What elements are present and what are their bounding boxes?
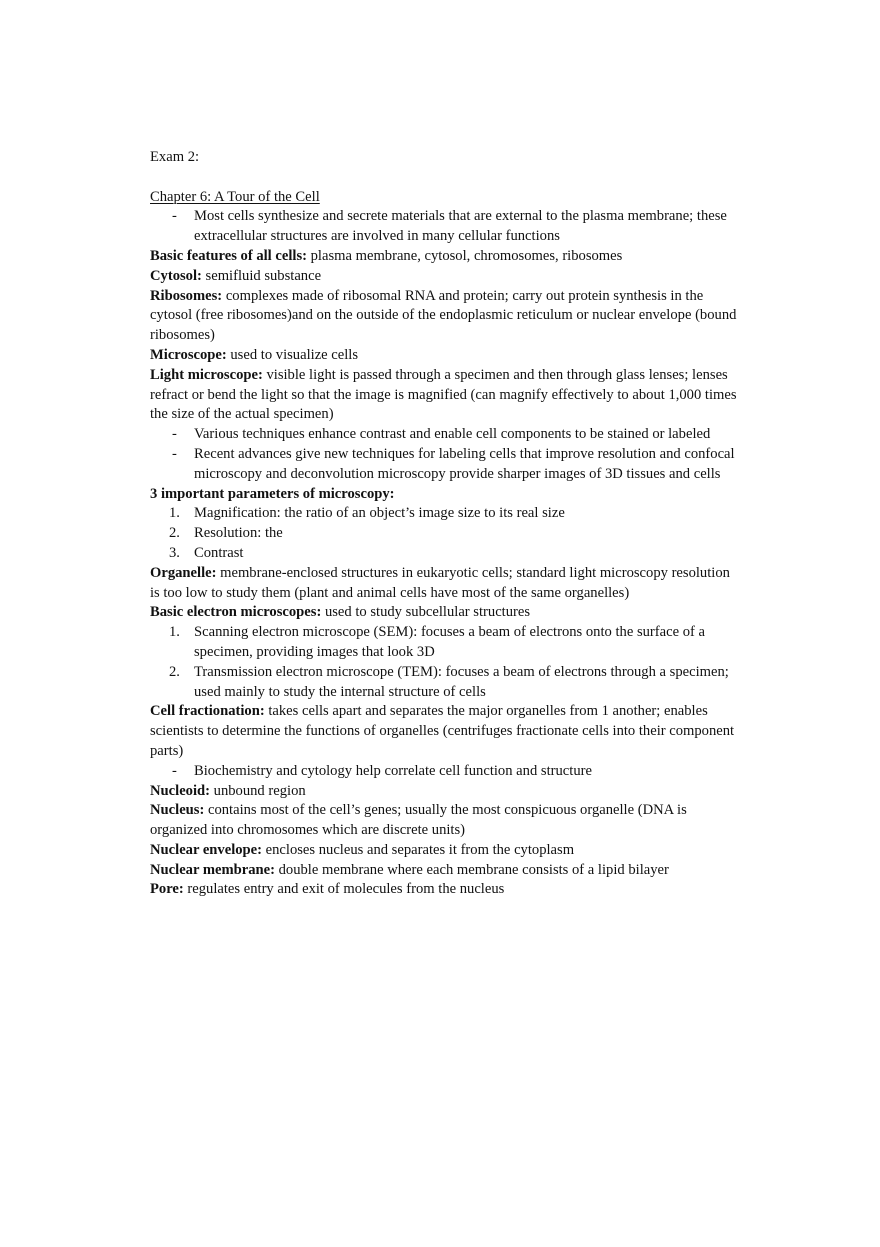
number-marker: 1. xyxy=(169,505,180,522)
dash-marker: - xyxy=(172,426,177,443)
parameters-numbered-list xyxy=(150,504,740,563)
definition-microscope xyxy=(150,346,740,366)
term-label: Organelle: xyxy=(150,564,217,581)
term-label: Nucleus: xyxy=(150,802,205,819)
definition-text: plasma membrane, cytosol, chromosomes, ribosomes xyxy=(306,247,623,264)
definition-text: used to study subcellular structures xyxy=(321,604,531,621)
definition-text: regulates entry and exit of molecules from the nucleus xyxy=(183,881,505,898)
definition-text: unbound region xyxy=(210,782,306,799)
term-label: Pore: xyxy=(150,881,184,898)
term-label: Basic features of all cells: xyxy=(150,247,307,264)
definition-electron-microscopes xyxy=(150,603,740,623)
definition-nuclear-envelope xyxy=(150,841,740,861)
number-marker: 2. xyxy=(169,663,180,680)
definition-nucleoid xyxy=(150,782,740,802)
term-label: Nuclear envelope: xyxy=(150,841,262,858)
list-item: - Various techniques enhance contrast and enable cell components to be stained or labeled xyxy=(150,425,740,445)
electron-microscopes-numbered-list xyxy=(150,623,740,702)
definition-text: encloses nucleus and separates it from the cytoplasm xyxy=(262,841,575,858)
term-label: Cell fractionation: xyxy=(150,703,265,720)
term-label: Light microscope: xyxy=(150,366,263,383)
list-item: 2. Resolution: the xyxy=(150,524,740,544)
definition-text: contains most of the cell’s genes; usually the most conspicuous organelle (DNA is organized into chromosomes which are discrete units) xyxy=(150,802,687,839)
fractionation-bullet-list xyxy=(150,762,740,782)
parameters-heading: 3 important parameters of microscopy: xyxy=(150,485,395,502)
definition-text: membrane-enclosed structures in eukaryotic cells; standard light microscopy resolution is too low to study them (plant and animal cells have most of the same organelles) xyxy=(150,564,730,601)
notes-page xyxy=(150,148,740,900)
list-item: 2. Transmission electron microscope (TEM): focuses a beam of electrons through a specimen; used mainly to study the internal structure of cells xyxy=(169,663,729,700)
page-title: Exam 2: xyxy=(150,149,200,165)
dash-marker: - xyxy=(172,208,177,225)
definition-cell-fractionation xyxy=(150,702,740,761)
list-item: 3. Contrast xyxy=(150,544,740,564)
definition-basic-features xyxy=(150,247,740,267)
dash-marker: - xyxy=(172,445,177,462)
list-item: 1. Magnification: the ratio of an object’s image size to its real size xyxy=(150,504,740,524)
term-label: Nuclear membrane: xyxy=(150,861,275,878)
intro-bullet-list xyxy=(150,207,740,247)
definition-text: complexes made of ribosomal RNA and protein; carry out protein synthesis in the cytosol (free ribosomes)and on the outside of the endoplasmic reticulum or nuclear envelope (bound ribosomes) xyxy=(150,287,737,344)
light-microscope-bullet-list xyxy=(150,425,740,484)
definition-pore xyxy=(150,880,740,900)
term-label: Microscope: xyxy=(150,346,227,363)
list-item: - Most cells synthesize and secrete materials that are external to the plasma membrane; these extracellular structures are involved in many cellular functions xyxy=(172,208,727,245)
number-marker: 2. xyxy=(169,525,180,542)
definition-text: double membrane where each membrane consists of a lipid bilayer xyxy=(274,861,669,878)
definition-cytosol xyxy=(150,267,740,287)
blank-line xyxy=(150,168,740,188)
definition-ribosomes xyxy=(150,287,740,346)
list-item: 1. Scanning electron microscope (SEM): focuses a beam of electrons onto the surface of a specimen, providing images that look 3D xyxy=(169,624,706,660)
list-item: - Biochemistry and cytology help correlate cell function and structure xyxy=(150,762,740,782)
definition-nuclear-membrane xyxy=(150,861,740,881)
definition-text: used to visualize cells xyxy=(226,346,359,363)
number-marker: 1. xyxy=(169,624,180,641)
definition-light-microscope xyxy=(150,366,740,425)
list-item: - Recent advances give new techniques for labeling cells that improve resolution and confocal microscopy and deconvolution microscopy provide sharper images of 3D tissues and cells xyxy=(172,445,735,482)
definition-text: takes cells apart and separates the major organelles from 1 another; enables scientists to determine the functions of organelles (centrifuges fractionate cells into their component parts) xyxy=(150,703,735,759)
term-label: Basic electron microscopes: xyxy=(150,604,322,621)
definition-text: semifluid substance xyxy=(201,267,322,284)
definition-text: visible light is passed through a specimen and then through glass lenses; lenses refract or bend the light so that the image is magnified (can magnify effectively to about 1,000 times the size of the actual specimen) xyxy=(150,366,737,423)
dash-marker: - xyxy=(172,762,177,779)
definition-nucleus xyxy=(150,801,740,841)
number-marker: 3. xyxy=(169,544,180,561)
chapter-heading: Chapter 6: A Tour of the Cell xyxy=(150,188,320,205)
term-label: Nucleoid: xyxy=(150,782,210,799)
definition-organelle xyxy=(150,564,740,604)
term-label: Cytosol: xyxy=(150,267,202,284)
term-label: Ribosomes: xyxy=(150,287,223,304)
